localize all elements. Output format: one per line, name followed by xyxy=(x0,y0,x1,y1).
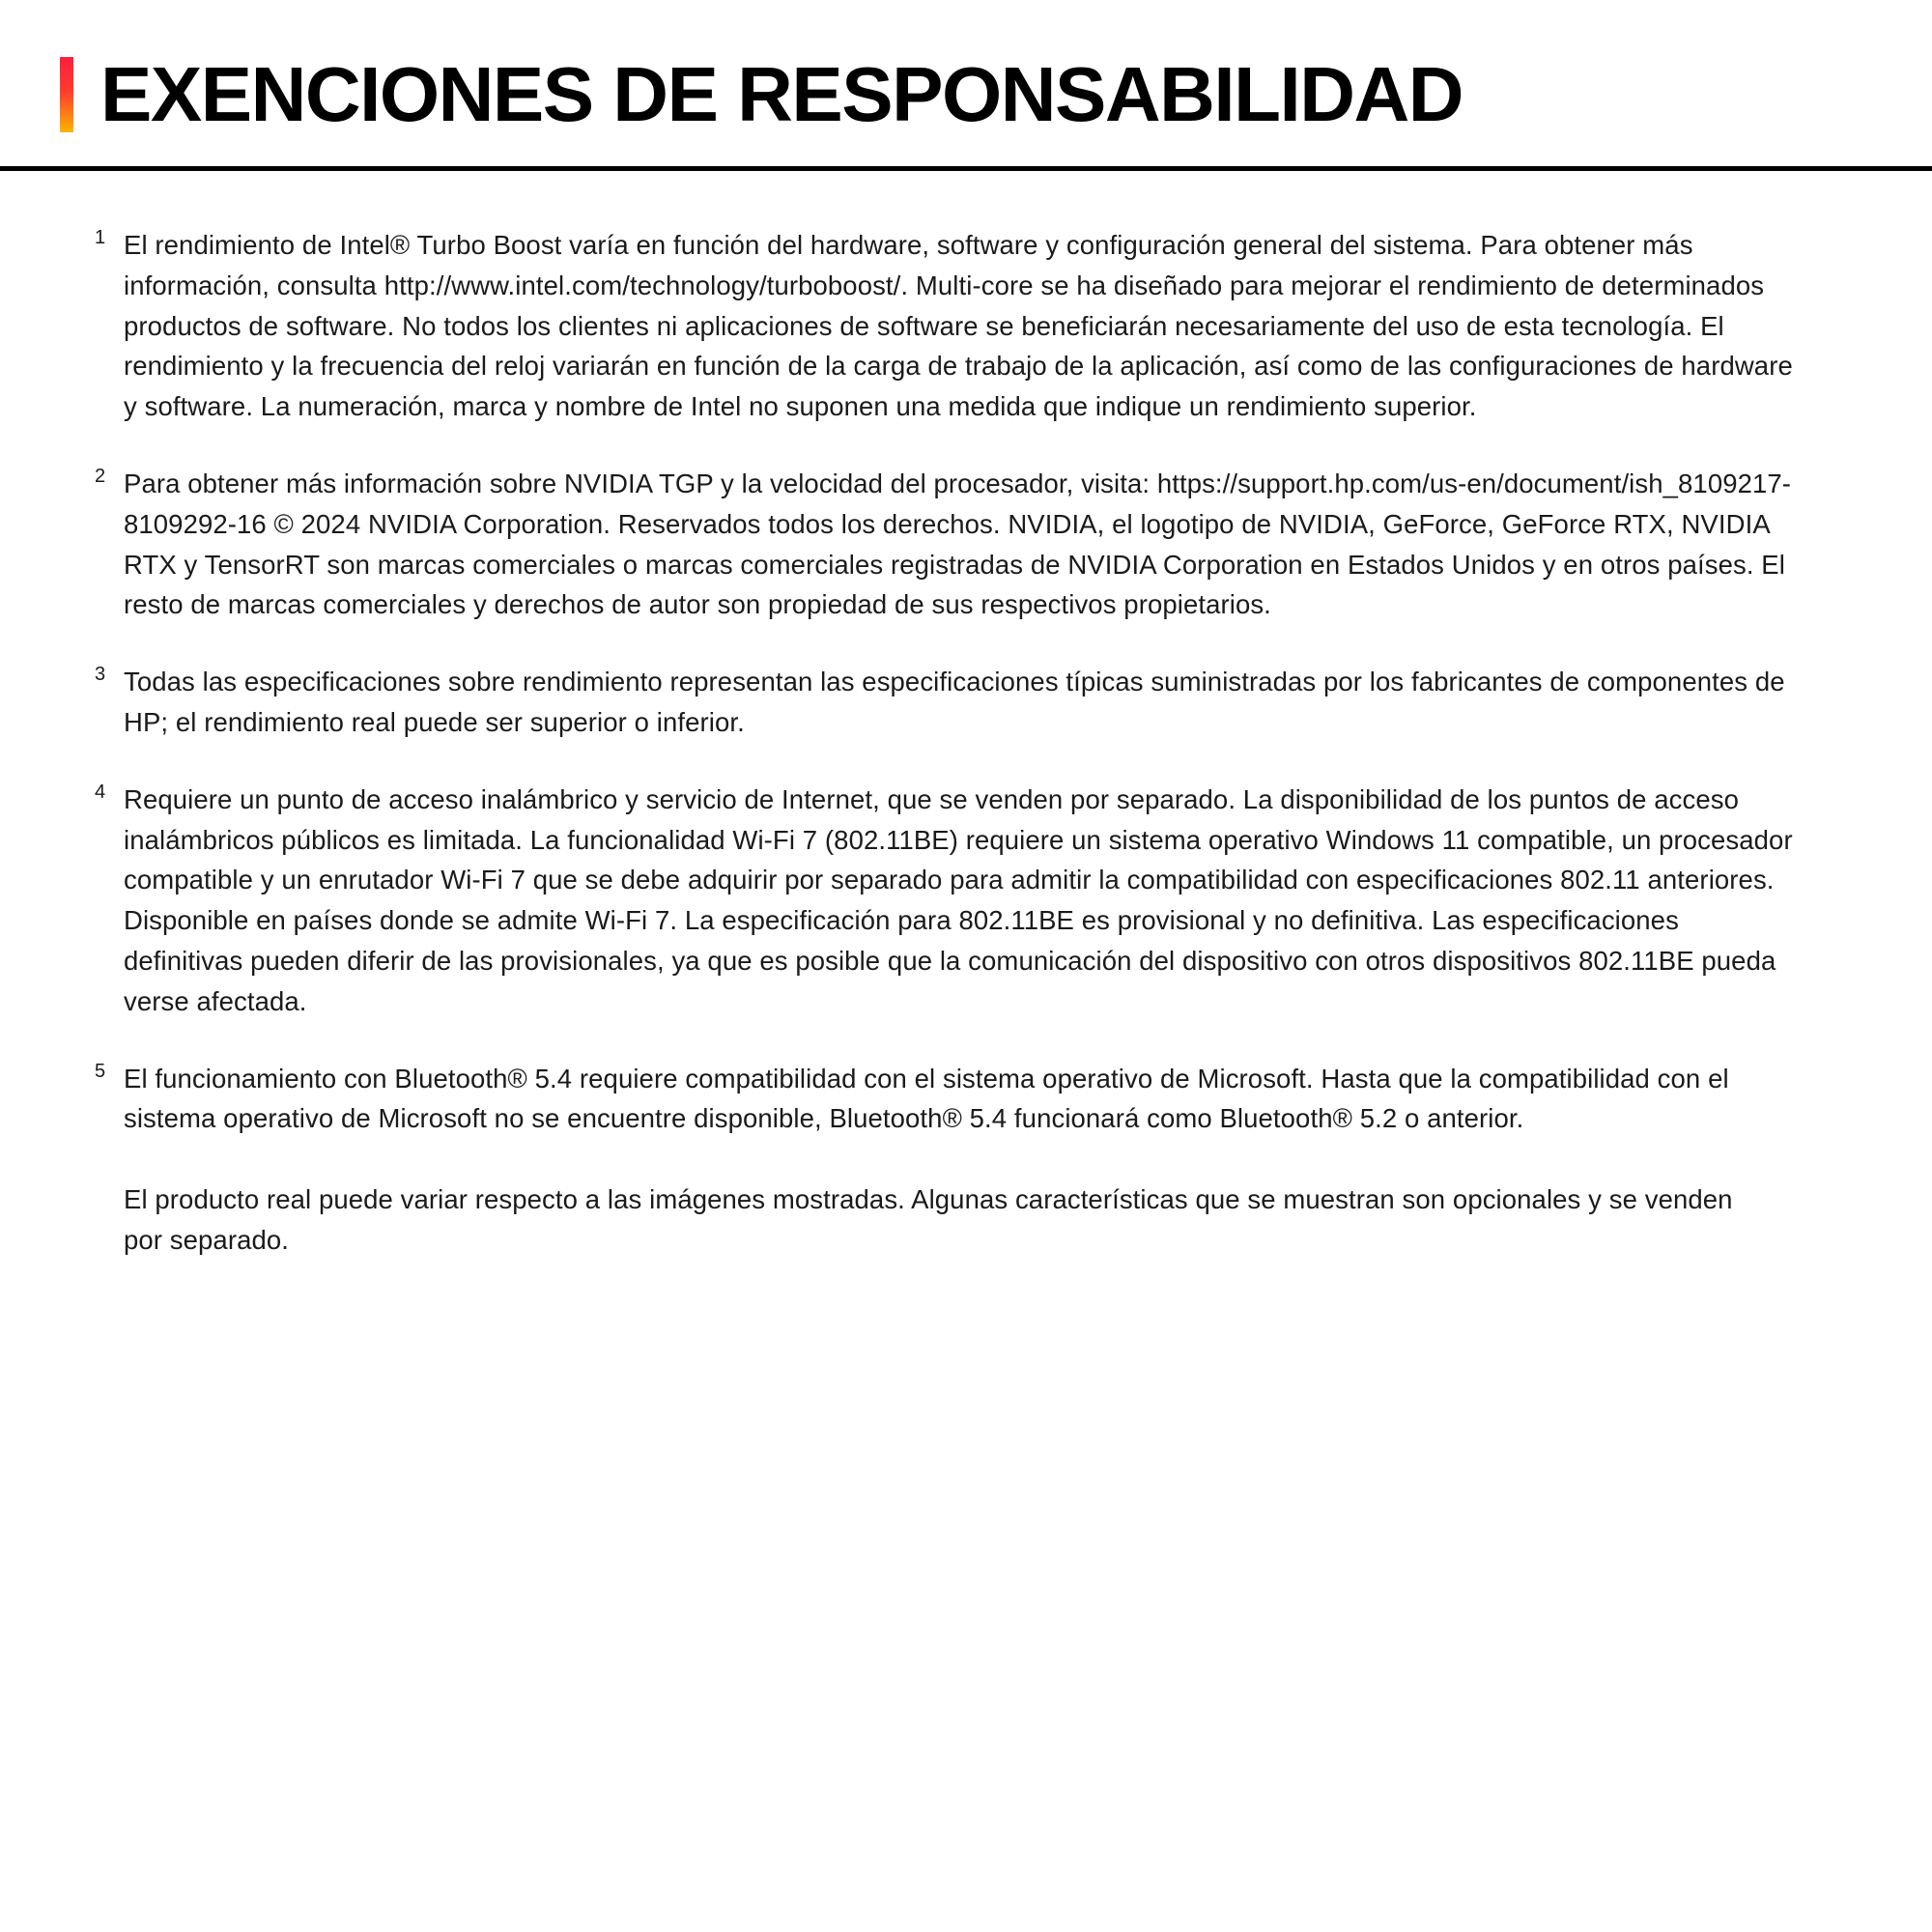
footnote-marker: 2 xyxy=(95,465,106,487)
footnote-text: El funcionamiento con Bluetooth® 5.4 requiere compatibilidad con el sistema operativo de Microsoft. Hasta que la compatibilidad con el sistema operativo de Microsoft no se encuentre disponible, Bluetooth® 5.4 funcionará como Bluetooth® 5.2 o anterior. xyxy=(124,1063,1729,1134)
list-item xyxy=(124,1179,1804,1261)
list-item xyxy=(95,662,1804,743)
list-item xyxy=(95,780,1804,1022)
footnote-text: El rendimiento de Intel® Turbo Boost varía en función del hardware, software y configuración general del sistema. Para obtener más información, consulta http://www.intel.com/technology/turboboost/. Multi-core se ha diseñado para mejorar el rendimiento de determinados productos de software. No todos los clientes ni aplicaciones de software se beneficiarán necesariamente del uso de esta tecnología. El rendimiento y la frecuencia del reloj variarán en función de la carga de trabajo de la aplicación, así como de las configuraciones de hardware y software. La numeración, marca y nombre de Intel no suponen una medida que indique un rendimiento superior. xyxy=(124,230,1793,422)
footnote-text: Para obtener más información sobre NVIDIA TGP y la velocidad del procesador, visita: https://support.hp.com/us-en/document/ish_8109217-8109292-16 © 2024 NVIDIA Corporation. Reservados todos los derechos. NVIDIA, el logotipo de NVIDIA, GeForce, GeForce RTX, NVIDIA RTX y TensorRT son marcas comerciales o marcas comerciales registradas de NVIDIA Corporation en Estados Unidos y en otros países. El resto de marcas comerciales y derechos de autor son propiedad de sus respectivos propietarios. xyxy=(124,468,1792,620)
footnote-text: El producto real puede variar respecto a las imágenes mostradas. Algunas características que se muestran son opcionales y se venden por separado. xyxy=(124,1184,1733,1255)
footnote-text: Requiere un punto de acceso inalámbrico y servicio de Internet, que se venden por separado. La disponibilidad de los puntos de acceso inalámbricos públicos es limitada. La funcionalidad Wi-Fi 7 (802.11BE) requiere un sistema operativo Windows 11 compatible, un procesador compatible y un enrutador Wi-Fi 7 que se debe adquirir por separado para admitir la compatibilidad con especificaciones 802.11 anteriores. Disponible en países donde se admite Wi-Fi 7. La especificación para 802.11BE es provisional y no definitiva. Las especificaciones definitivas pueden diferir de las provisionales, ya que es posible que la comunicación del dispositivo con otros dispositivos 802.11BE pueda verse afectada. xyxy=(124,783,1793,1016)
list-item xyxy=(95,1059,1804,1140)
page-title: EXENCIONES DE RESPONSABILIDAD xyxy=(100,50,1463,137)
footnote-marker: 4 xyxy=(95,781,106,803)
footnote-text: Todas las especificaciones sobre rendimiento representan las especificaciones típicas suministradas por los fabricantes de componentes de HP; el rendimiento real puede ser superior o inferior. xyxy=(124,667,1785,737)
disclaimers-list xyxy=(0,171,1932,1261)
list-item xyxy=(95,225,1804,427)
list-item xyxy=(95,464,1804,625)
footnote-marker: 3 xyxy=(95,664,106,686)
accent-bar-icon xyxy=(60,57,73,132)
page-header xyxy=(0,0,1932,135)
footnote-marker: 1 xyxy=(95,227,106,248)
footnote-marker: 5 xyxy=(95,1060,106,1082)
